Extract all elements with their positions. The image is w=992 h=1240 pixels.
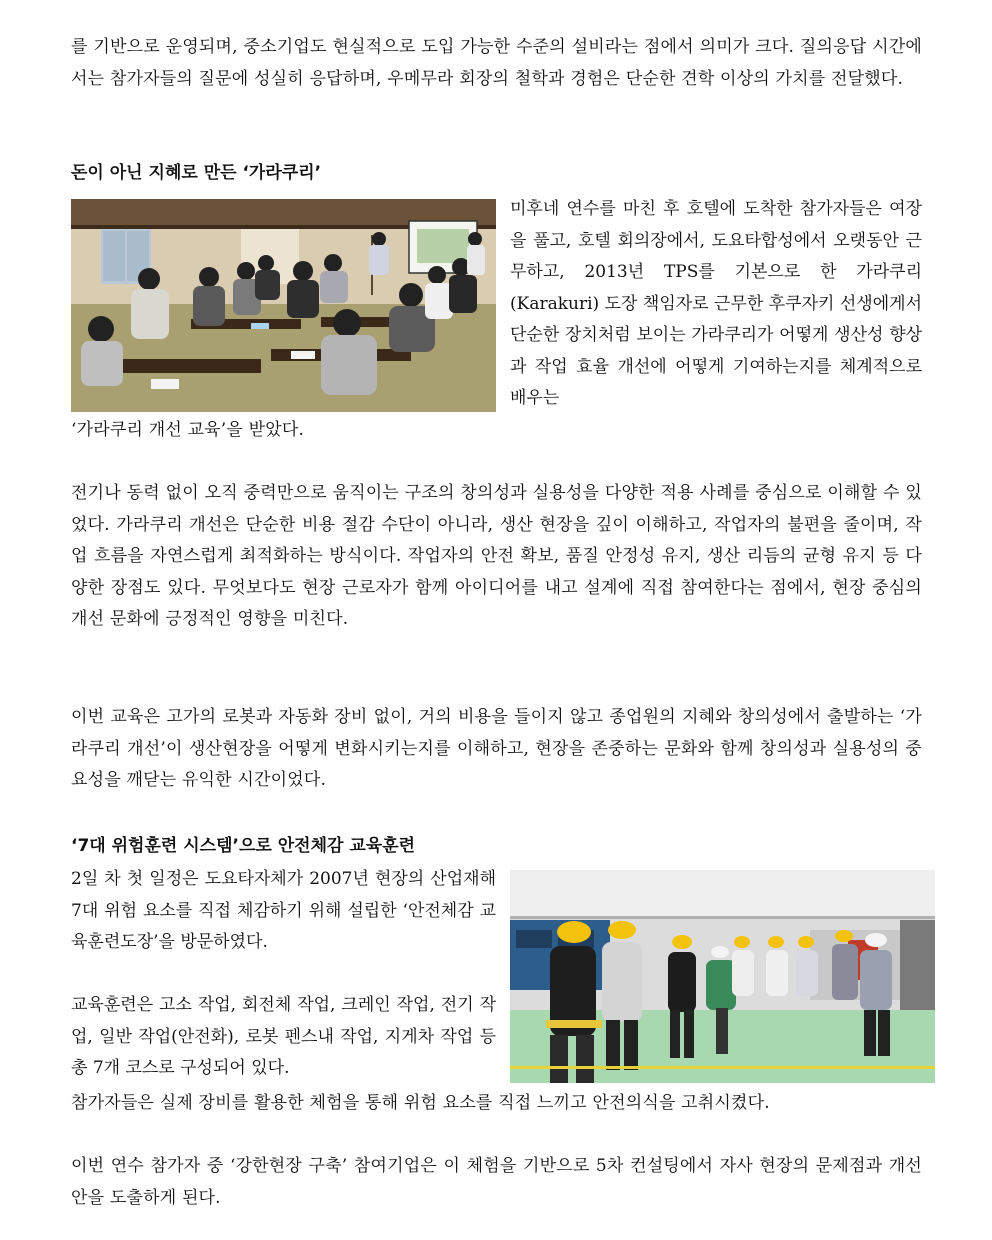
paragraph-karakuri-summary: 이번 교육은 고가의 로봇과 자동화 장비 없이, 거의 비용을 들이지 않고 종업원의 지혜와 창의성에서 출발하는 ‘가라쿠리 개선’이 생산현장을 어떻게 변화시키는지를 이해하고, 현장을 존중하는 문화와 함께 창의성과 실용성의 중요성을 깨닫는 유익한 시간이었다.: [71, 707, 922, 790]
paragraph-karakuri-side: 미후네 연수를 마친 후 호텔에 도착한 참가자들은 여장을 풀고, 호텔 회의장에서, 도요타합성에서 오랫동안 근무하고, 2013년 TPS를 기본으로 한 가라쿠리(Karakuri) 도장 책임자로 근무한 후쿠자키 선생에게서 단순한 장치처럼 보이는 가라쿠리가 어떻게 생산성 향상과 작업 효율 개선에 어떻게 기여하는지를 체계적으로 배우는: [510, 199, 922, 408]
section-heading-karakuri: 돈이 아닌 지혜로 만든 ‘가라쿠리’: [71, 163, 322, 183]
paragraph-safety-courses: 교육훈련은 고소 작업, 회전체 작업, 크레인 작업, 전기 작업, 일반 작업(안전화), 로봇 펜스내 작업, 지게차 작업 등 총 7개 코스로 구성되어 있다.: [71, 995, 496, 1078]
paragraph-intro: 를 기반으로 운영되며, 중소기업도 현실적으로 도입 가능한 수준의 설비라는 점에서 의미가 크다. 질의응답 시간에서는 참가자들의 질문에 성실히 응답하며, 우메무라 회장의 철학과 경험은 단순한 견학 이상의 가치를 전달했다.: [71, 37, 922, 89]
paragraph-strong-site: 이번 연수 참가자 중 ‘강한현장 구축’ 참여기업은 이 체험을 기반으로 5차 컨설팅에서 자사 현장의 문제점과 개선안을 도출하게 된다.: [71, 1156, 922, 1208]
paragraph-karakuri-benefits: 전기나 동력 없이 오직 중력만으로 움직이는 구조의 창의성과 실용성을 다양한 적용 사례를 중심으로 이해할 수 있었다. 가라쿠리 개선은 단순한 비용 절감 수단이 아니라, 생산 현장을 깊이 이해하고, 작업자의 불편을 줄이며, 작업 흐름을 자연스럽게 최적화하는 방식이다. 작업자의 안전 확보, 품질 안정성 유지, 생산 리듬의 균형 유지 등 다양한 장점도 있다. 무엇보다도 현장 근로자가 함께 아이디어를 내고 설계에 직접 참여한다는 점에서, 현장 중심의 개선 문화에 긍정적인 영향을 미친다.: [71, 483, 922, 629]
section-heading-safety: ‘7대 위험훈련 시스템’으로 안전체감 교육훈련: [71, 836, 416, 856]
classroom-photo: [71, 199, 496, 412]
paragraph-safety-visit: 2일 차 첫 일정은 도요타자체가 2007년 현장의 산업재해 7대 위험 요소를 직접 체감하기 위해 설립한 ‘안전체감 교육훈련도장’을 방문하였다.: [71, 869, 496, 952]
paragraph-karakuri-tail: ‘가라쿠리 개선 교육’을 받았다.: [71, 420, 305, 440]
paragraph-safety-result: 참가자들은 실제 장비를 활용한 체험을 통해 위험 요소를 직접 느끼고 안전의식을 고취시켰다.: [71, 1093, 770, 1113]
safety-training-photo: [510, 870, 935, 1083]
